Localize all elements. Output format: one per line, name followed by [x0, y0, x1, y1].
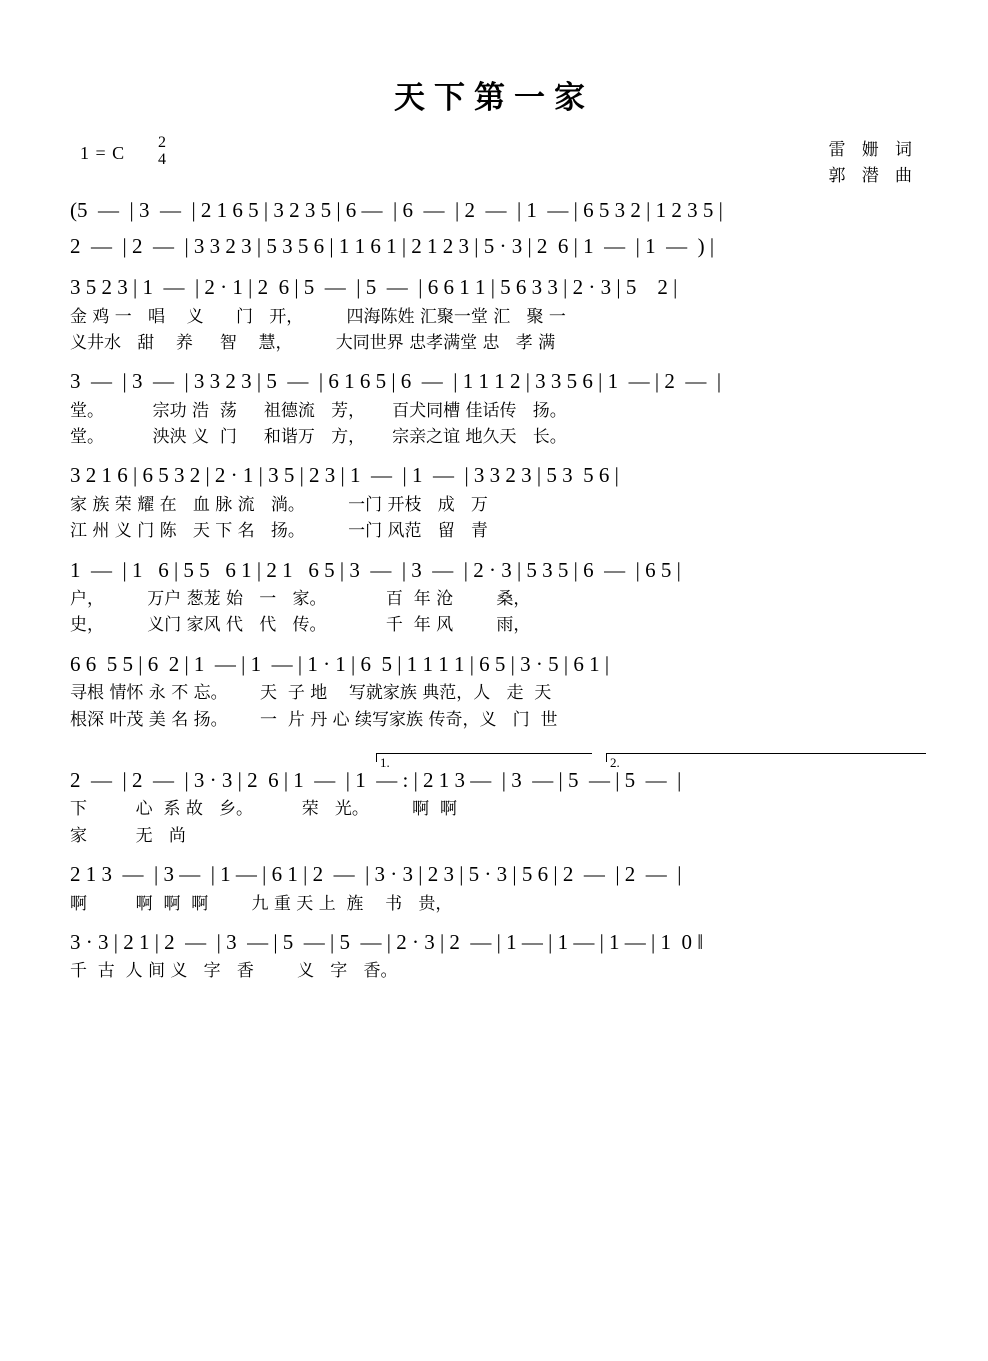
music-system-verse-2 [60, 366, 928, 450]
music-system-verse-1 [60, 272, 928, 356]
time-signature-denominator: 4 [158, 150, 166, 168]
music-system-intro-2 [60, 231, 928, 263]
key-signature: 1 = C [80, 143, 126, 163]
second-ending-bracket [606, 753, 926, 770]
lyric-line-1: 户， 万户 葱茏 始 一 家。 百 年 沧 桑， [70, 589, 531, 610]
notation-line: 2 — | 2 — | 3 3 2 3 | 5 3 5 6 | 1 1 6 1 | 2 1 2 3 | 5 · 3 | 2 6 | 1 — | 1 — ) | [70, 233, 715, 258]
music-system-verse-7 [60, 859, 928, 917]
notation-line: 3 — | 3 — | 3 3 2 3 | 5 — | 6 1 6 5 | 6 — | 1 1 1 2 | 3 3 5 6 | 1 — | 2 — | [70, 369, 722, 394]
composer-credit: 郭 潜 曲 [828, 165, 918, 185]
volta-brackets [60, 751, 928, 770]
lyric-line-2: 家 无 尚 [70, 825, 186, 846]
lyric-line-2: 根深 叶茂 美 名 扬。 一 片 丹 心 续写家族 传奇，义 门 世 [70, 709, 558, 730]
music-system-verse-5 [60, 649, 928, 733]
lyric-line-1: 堂。 宗功 浩 荡 祖德流 芳， 百犬同槽 佳话传 扬。 [70, 400, 567, 421]
page-title: 天下第一家 [394, 80, 594, 116]
music-system-verse-4 [60, 555, 928, 639]
notation-line: 6 6 5 5 | 6 2 | 1 — | 1 — | 1 · 1 | 6 5 | 1 1 1 1 | 6 5 | 3 · 5 | 6 1 | [70, 651, 610, 676]
score-header [60, 134, 928, 195]
notation-line: 1 — | 1 6 | 5 5 6 1 | 2 1 6 5 | 3 — | 3 — | 2 · 3 | 5 3 5 | 6 — | 6 5 | [70, 557, 681, 582]
music-system-verse-6 [60, 765, 928, 849]
notation-line: (5 — | 3 — | 2 1 6 5 | 3 2 3 5 | 6 — | 6 — | 2 — | 1 — | 6 5 3 2 | 1 2 3 5 | [70, 198, 723, 222]
lyric-line-2: 江 州 义 门 陈 天 下 名 扬。 一门 风范 留 青 [70, 521, 488, 542]
notation-line: 2 1 3 — | 3 — | 1 — | 6 1 | 2 — | 3 · 3 | 2 3 | 5 · 3 | 5 6 | 2 — | 2 — | [70, 862, 682, 887]
lyric-line-1: 啊 啊 啊 啊 九 重 天 上 旌 书 贵， [70, 893, 453, 914]
credits [829, 137, 919, 188]
time-signature [152, 135, 172, 169]
notation-line: 3 · 3 | 2 1 | 2 — | 3 — | 5 — | 5 — | 2 · 3 | 2 — | 1 — | 1 — | 1 — | 1 0 ‖ [70, 929, 704, 954]
lyric-line-1: 寻根 情怀 永 不 忘。 天 子 地 写就家族 典范，人 走 天 [70, 683, 552, 704]
lyric-line-1: 下 心 系 故 乡。 荣 光。 啊 啊 [70, 799, 457, 820]
lyric-line-2: 堂。 泱泱 义 门 和谐万 方， 宗亲之谊 地久天 长。 [70, 427, 567, 448]
lyric-line-2: 义井水 甜 养 智 慧， 大同世界 忠孝满堂 忠 孝 满 [70, 332, 556, 353]
music-system-verse-8 [60, 927, 928, 985]
lyric-line-1: 金 鸡 一 唱 义 门 开， 四海陈姓 汇聚一堂 汇 聚 一 [70, 306, 566, 327]
notation-line: 2 — | 2 — | 3 · 3 | 2 6 | 1 — | 1 — : | 2 1 3 — | 3 — | 5 — | 5 — | [70, 767, 682, 792]
lyric-line-2: 史， 义门 家风 代 代 传。 千 年 风 雨， [70, 615, 531, 636]
lyric-line-1: 千 古 人 间 义 字 香 义 字 香。 [70, 961, 398, 982]
lyric-line-1: 家 族 荣 耀 在 血 脉 流 淌。 一门 开枝 成 万 [70, 494, 488, 515]
first-ending-bracket [376, 753, 592, 770]
second-ending-label: 2. [610, 754, 620, 770]
notation-line: 3 2 1 6 | 6 5 3 2 | 2 · 1 | 3 5 | 2 3 | 1 — | 1 — | 3 3 2 3 | 5 3 5 6 | [70, 463, 619, 488]
notation-line: 3 5 2 3 | 1 — | 2 · 1 | 2 6 | 5 — | 5 — | 6 6 1 1 | 5 6 3 3 | 2 · 3 | 5 2 | [70, 275, 678, 299]
lyricist-credit: 雷 姗 词 [828, 140, 918, 159]
first-ending-label: 1. [380, 754, 390, 770]
music-system-intro-1 [60, 195, 928, 227]
time-signature-numerator: 2 [158, 134, 166, 151]
music-system-verse-3 [60, 460, 928, 544]
